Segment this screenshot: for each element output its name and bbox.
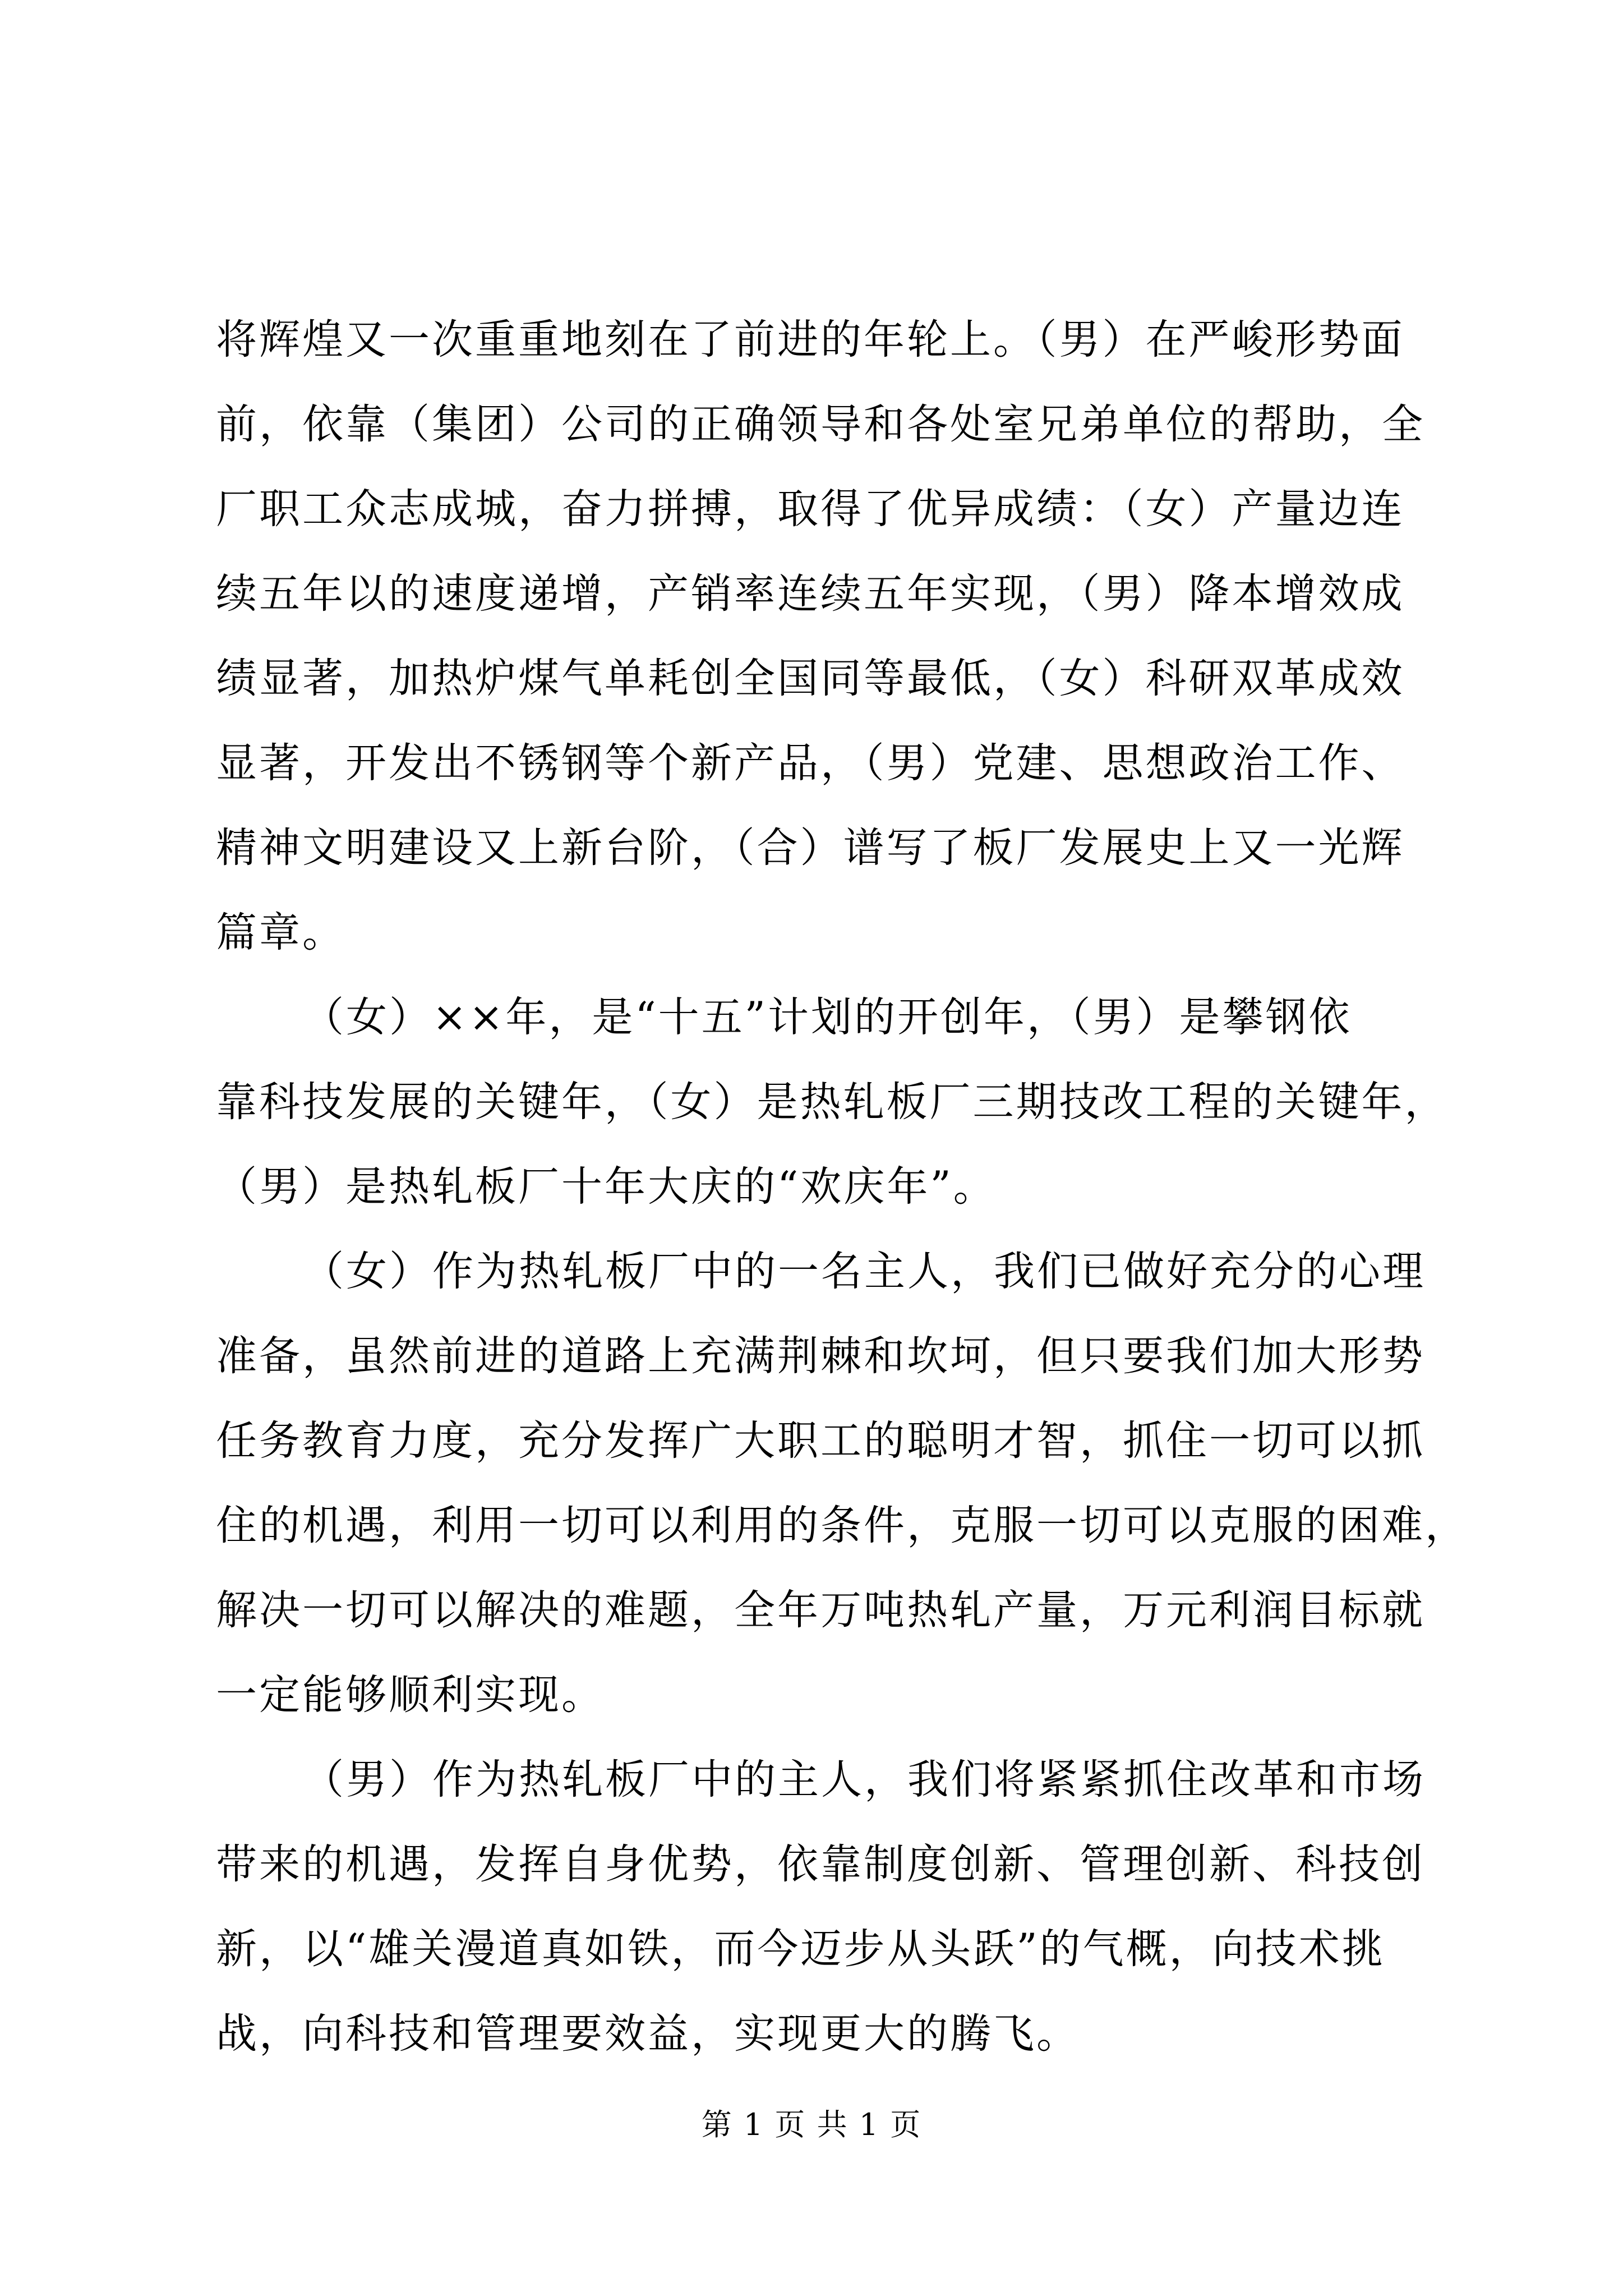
paragraph-first-line: （女）作为热轧板厂中的一名主人，我们已做好充分的心理 (303, 1248, 1426, 1295)
text-line: 带来的机遇，发挥自身优势，依靠制度创新、管理创新、科技创 (216, 1841, 1425, 1888)
text-line: 解决一切可以解决的难题，全年万吨热轧产量，万元利润目标就 (216, 1586, 1425, 1634)
text-line: 新，以“雄关漫道真如铁，而今迈步从头跃”的气概，向技术挑 (216, 1925, 1385, 1973)
text-line: 靠科技发展的关键年，（女）是热轧板厂三期技改工程的关键年， (216, 1078, 1448, 1126)
paragraph-first-line: （女）××年，是“十五”计划的开创年，（男）是攀钢依 (303, 993, 1352, 1041)
text-line: 一定能够顺利实现。 (216, 1671, 605, 1719)
text-line: 厂职工众志成城，奋力拼搏，取得了优异成绩：（女）产量边连 (216, 485, 1405, 533)
text-line: 续五年以的速度递增，产销率连续五年实现，（男）降本增效成 (216, 570, 1405, 618)
text-line: （男）是热轧板厂十年大庆的“欢庆年”。 (216, 1163, 997, 1211)
text-line: 精神文明建设又上新台阶，（合）谱写了板厂发展史上又一光辉 (216, 824, 1405, 872)
text-line: 住的机遇，利用一切可以利用的条件，克服一切可以克服的困难， (216, 1502, 1468, 1549)
text-line: 前，依靠（集团）公司的正确领导和各处室兄弟单位的帮助，全 (216, 401, 1425, 448)
text-line: 战，向科技和管理要效益，实现更大的腾飞。 (216, 2010, 1080, 2058)
paragraph-first-line: （男）作为热轧板厂中的主人，我们将紧紧抓住改革和市场 (303, 1756, 1426, 1803)
text-line: 绩显著，加热炉煤气单耗创全国同等最低，（女）科研双革成效 (216, 655, 1405, 702)
text-line: 准备，虽然前进的道路上充满荆棘和坎坷，但只要我们加大形势 (216, 1332, 1425, 1380)
text-line: 任务教育力度，充分发挥广大职工的聪明才智，抓住一切可以抓 (216, 1417, 1425, 1465)
text-line: 篇章。 (216, 909, 345, 956)
page-footer: 第 1 页 共 1 页 (701, 2107, 922, 2142)
text-line: 将辉煌又一次重重地刻在了前进的年轮上。（男）在严峻形势面 (216, 316, 1405, 364)
document-body (216, 297, 1468, 2076)
text-line: 显著，开发出不锈钢等个新产品，（男）党建、思想政治工作、 (216, 739, 1405, 787)
